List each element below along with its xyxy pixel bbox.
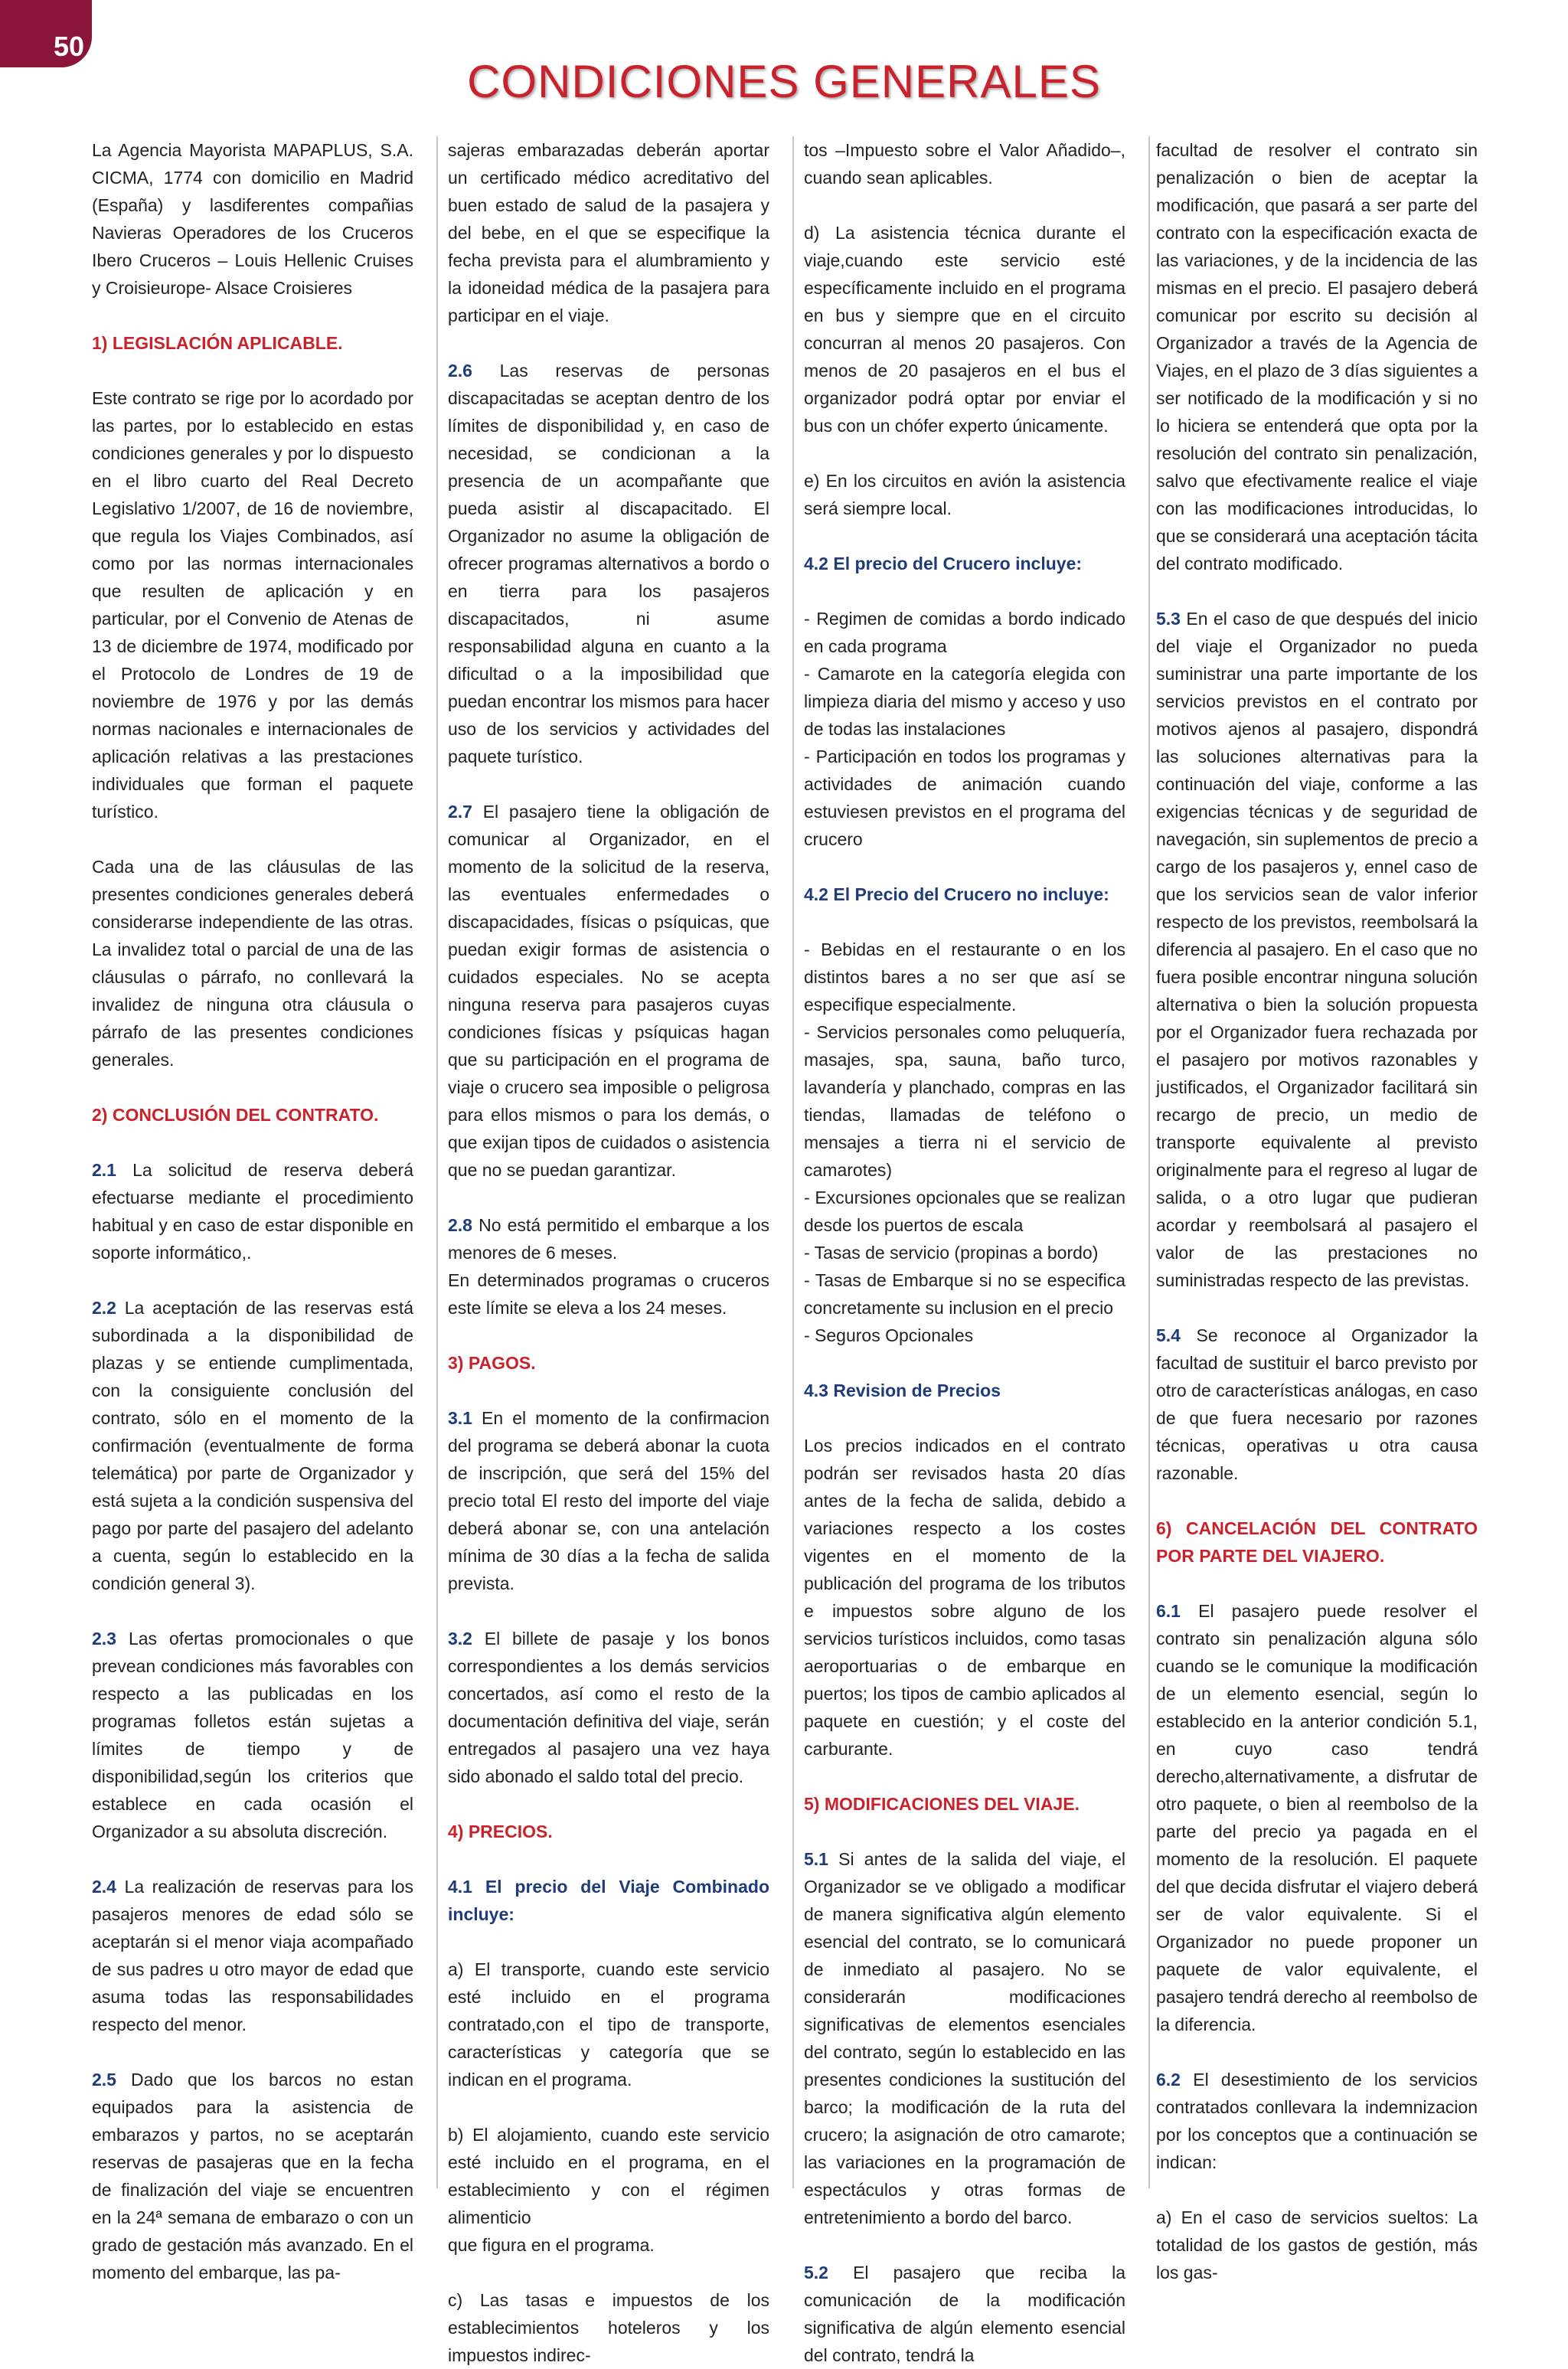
item-4-1-b [448, 2121, 769, 2259]
clause-2-4 [92, 1873, 413, 2038]
clause-text: Dado que los barcos no estan equipados para la asistencia de embarazos y partos, no se aceptarán reservas de pasajeras que en la fecha de finalización del viaje se encuentren en la 24ª semana de embarazo o con un grado de gestación más avanzado. En el momento del embarque, las pa- [92, 2070, 413, 2282]
clause-number: 2.1 [92, 1160, 116, 1180]
clause-number: 5.3 [1156, 609, 1181, 629]
clause-number: 6.2 [1156, 2070, 1181, 2090]
section-4-heading: 4) PRECIOS. [448, 1822, 553, 1841]
column-2 [448, 136, 769, 2365]
clause-text: El pasajero que reciba la comunicación de la modificación significativa de algún elemento esencial del contrato, tendrá la [804, 2263, 1125, 2365]
clause-text: No está permitido el embarque a los menores de 6 meses. [448, 1215, 769, 1263]
list-item: - Tasas de servicio (propinas a bordo) [804, 1243, 1099, 1263]
column-1 [92, 136, 413, 2282]
clause-text: El billete de pasaje y los bonos correspondientes a los demás servicios concertados, así como el resto de la documentación definitiva del viaje, serán entregados al pasajero una vez haya sido abonado el saldo total del precio. [448, 1629, 769, 1786]
clause-2-5 [92, 2066, 413, 2286]
clause-number: 2.2 [92, 1298, 116, 1318]
clause-2-5-continued: sajeras embarazadas deberán aportar un certificado médico acreditativo del buen estado de salud de la pasajera y del bebe, en el que se especifique la fecha prevista para el alumbramiento y la idoneidad médica de la pasajera para participar en el viaje. [448, 140, 769, 325]
item-4-1-d: d) La asistencia técnica durante el viaje,cuando este servicio esté específicamente incluido en el programa en bus y siempre que en el circuito concurran al menos 20 pasajeros. Con menos de 20 pasajeros en el bus el organizador podrá optar por enviar el bus con un chófer experto únicamente. [804, 223, 1125, 436]
clause-3-2 [448, 1625, 769, 1790]
column-4 [1156, 136, 1478, 2282]
clause-5-2-continued: facultad de resolver el contrato sin penalización o bien de aceptar la modificación, que pasará a ser parte del contrato con la especificación exacta de las variaciones, y de la incidencia de las mismas en el precio. El pasajero deberá comunicar por escrito su decisión al Organizador a través de la Agencia de Viajes, en el plazo de 3 días siguientes a ser notificado de la modificación y si no lo hiciera se entenderá que opta por la resolución del contrato sin penalización, salvo que efectivamente realice el viaje con las modificaciones introducidas, lo que se considerará una aceptación tácita del contrato modificado. [1156, 140, 1478, 573]
section-4-3-heading: 4.3 Revision de Precios [804, 1381, 1001, 1400]
clause-text: Las reservas de personas discapacitadas se aceptan dentro de los límites de disponibilidad y, en caso de necesidad, se condicionan a la presencia de un acompañante que pueda asistir al discapacitado. El Organizador no asume la obligación de ofrecer programas alternativos a bordo o en tierra para los pasajeros discapacitados, ni asume responsabilidad alguna en cuanto a la dificultad o a la imposibilidad que puedan encontrar los mismos para hacer uso de los servicios y actividades del paquete turístico. [448, 361, 769, 766]
item-6-2-a: a) En el caso de servicios sueltos: La totalidad de los gastos de gestión, más los gas- [1156, 2207, 1478, 2282]
clause-2-7 [448, 798, 769, 1184]
clause-5-4 [1156, 1322, 1478, 1487]
clause-text-extra: En determinados programas o cruceros este límite se eleva a los 24 meses. [448, 1270, 769, 1318]
list-item: - Participación en todos los programas y actividades de animación cuando estuviesen previstos en el programa del crucero [804, 747, 1125, 849]
clause-number: 2.4 [92, 1877, 116, 1897]
list-item: - Camarote en la categoría elegida con limpieza diaria del mismo y acceso y uso de todas las instalaciones [804, 664, 1125, 739]
clause-text: El desestimiento de los servicios contratados conllevara la indemnizacion por los conceptos que a continuación se indican: [1156, 2070, 1478, 2172]
page-number: 50 [54, 31, 85, 62]
clause-6-1 [1156, 1597, 1478, 2038]
clause-2-2 [92, 1294, 413, 1597]
clause-number: 5.1 [804, 1849, 828, 1869]
section-4-2-heading: 4.2 El precio del Crucero incluye: [804, 554, 1083, 573]
section-1-paragraph: Este contrato se rige por lo acordado por las partes, por lo establecido en estas condiciones generales y por lo dispuesto en el libro cuarto del Real Decreto Legislativo 1/2007, de 16 de noviembre, que regula los Viajes Combinados, así como por las normas internacionales que resulten de aplicación y en particular, por el Convenio de Atenas de 13 de diciembre de 1974, modificado por el Protocolo de Londres de 19 de noviembre de 1976 y por las demás normas nacionales e internacionales de aplicación relativas a las prestaciones individuales que forman el paquete turístico. [92, 388, 413, 822]
item-4-1-e: e) En los circuitos en avión la asistencia será siempre local. [804, 471, 1125, 518]
clause-text: Si antes de la salida del viaje, el Organizador se ve obligado a modificar de manera significativa algún elemento esencial del contrato, se lo comunicará de inmediato al pasajero. No se considerarán modificaciones significativas de elementos esenciales del contrato, según lo establecido en las presentes condiciones la sustitución del barco; la modificación de la ruta del crucero; la asignación de otro camarote; las variaciones en la programación de espectáculos y otras formas de entretenimiento a bordo del barco. [804, 1849, 1125, 2227]
section-5-heading: 5) MODIFICACIONES DEL VIAJE. [804, 1794, 1080, 1814]
item-4-1-c-continued: tos –Impuesto sobre el Valor Añadido–, cuando sean aplicables. [804, 140, 1125, 188]
item-text-extra: que figura en el programa. [448, 2235, 655, 2255]
list-item: - Tasas de Embarque si no se especifica concretamente su inclusion en el precio [804, 1270, 1125, 1318]
section-1-paragraph-2: Cada una de las cláusulas de las presentes condiciones generales deberá considerarse independiente de las otras. La invalidez total o parcial de una de las cláusulas o párrafo, no conllevará la invalidez de ninguna otra cláusula o párrafo de las presentes condiciones generales. [92, 857, 413, 1070]
clause-2-6 [448, 357, 769, 770]
clause-2-3 [92, 1625, 413, 1845]
clause-number: 5.4 [1156, 1325, 1181, 1345]
clause-number: 3.1 [448, 1408, 472, 1428]
clause-text: En el caso de que después del inicio del viaje el Organizador no pueda suministrar una parte importante de los servicios previstos en el contrato por motivos ajenos al pasajero, dispondrá las soluciones alternativas para la continuación del viaje, conforme a las exigencias técnicas y de seguridad de navegación, sin suplementos de precio a cargo de los pasajeros y, ennel caso de que los servicios sean de valor inferior respecto de los previstos, reembolsará la diferencia al pasajero. En el caso que no fuera posible encontrar ninguna solución alternativa o bien la solución propuesta por el Organizador fuera rechazada por el pasajero por motivos razonables y justificados, el Organizador facilitará sin recargo de precio, un medio de transporte equivalente al previsto originalmente para el regreso al lugar de salida, o a otro lugar que pudieran acordar y reembolsará al pasajero el valor de las prestaciones no suministradas respecto de las previstas. [1156, 609, 1478, 1290]
section-3-heading: 3) PAGOS. [448, 1353, 536, 1373]
column-3 [804, 136, 1125, 2365]
clause-text: Se reconoce al Organizador la facultad de sustituir el barco previsto por otro de características análogas, en caso de que fuera necesario por razones técnicas, operativas u otra causa razonable. [1156, 1325, 1478, 1483]
clause-number: 2.7 [448, 802, 472, 822]
intro-paragraph: La Agencia Mayorista MAPAPLUS, S.A. CICMA, 1774 con domicilio en Madrid (España) y lasdiferentes compañias Navieras Operadores de los Cruceros Ibero Cruceros – Louis Hellenic Cruises y Croisieurope- Alsace Croisieres [92, 140, 413, 298]
clause-number: 5.2 [804, 2263, 828, 2282]
list-item: - Servicios personales como peluquería, masajes, spa, sauna, baño turco, lavandería y planchado, compras en las tiendas, llamadas de teléfono o mensajes a tierra ni el servicio de camarotes) [804, 1022, 1125, 1180]
list-item: - Regimen de comidas a bordo indicado en cada programa [804, 609, 1125, 656]
clause-number: 2.6 [448, 361, 472, 381]
section-4-2-excludes-heading: 4.2 El Precio del Crucero no incluye: [804, 884, 1109, 904]
item-text: b) El alojamiento, cuando este servicio esté incluido en el programa, en el establecimiento y con el régimen alimenticio [448, 2125, 769, 2227]
clause-text: La realización de reservas para los pasajeros menores de edad sólo se aceptarán si el menor viaja acompañado de sus padres u otro mayor de edad que asuma todas las responsabilidades respecto del menor. [92, 1877, 413, 2034]
section-2-heading: 2) CONCLUSIÓN DEL CONTRATO. [92, 1105, 379, 1125]
clause-number: 2.3 [92, 1629, 116, 1648]
clause-number: 2.5 [92, 2070, 116, 2090]
section-1-heading: 1) LEGISLACIÓN APLICABLE. [92, 333, 343, 353]
list-item: - Seguros Opcionales [804, 1325, 974, 1345]
item-4-1-c: c) Las tasas e impuestos de los establecimientos hoteleros y los impuestos indirec- [448, 2290, 769, 2365]
clause-number: 2.8 [448, 1215, 472, 1235]
list-4-2-includes [804, 605, 1125, 853]
list-item: - Excursiones opcionales que se realizan desde los puertos de escala [804, 1188, 1125, 1235]
section-6-heading: 6) CANCELACIÓN DEL CONTRATO POR PARTE DEL VIAJERO. [1156, 1518, 1478, 1566]
page-title: CONDICIONES GENERALES [467, 56, 1101, 107]
clause-text: El pasajero tiene la obligación de comunicar al Organizador, en el momento de la solicitud de la reserva, las eventuales enfermedades o discapacidades, físicas o psíquicas, que puedan exigir formas de asistencia o cuidados especiales. No se acepta ninguna reserva para pasajeros cuyas condiciones físicas y psíquicas hagan que su participación en el programa de viaje o crucero sea imposible o peligrosa para ellos mismos o para los demás, o que exijan tipos de cuidados o asistencia que no se puedan garantizar. [448, 802, 769, 1180]
clause-text: El pasajero puede resolver el contrato sin penalización alguna sólo cuando se le comunique la modificación de un elemento esencial, según lo establecido en la anterior condición 5.1, en cuyo caso tendrá derecho,alternativamente, a disfrutar de otro paquete, o bien al reembolso de la parte del precio ya pagada en el momento de la resolución. El paquete del que decida disfrutar el viajero deberá ser de valor equivalente. Si el Organizador no puede proponer un paquete de valor equivalente, el pasajero tendrá derecho al reembolso de la diferencia. [1156, 1601, 1478, 2034]
item-4-1-a: a) El transporte, cuando este servicio esté incluido en el programa contratado,con el tipo de transporte, características y categoría que se indican en el programa. [448, 1959, 769, 2090]
clause-3-1 [448, 1404, 769, 1597]
section-4-3-paragraph: Los precios indicados en el contrato podrán ser revisados hasta 20 días antes de la fecha de salida, debido a variaciones respecto a los costes vigentes en el momento de la publicación del programa de los tributos e impuestos sobre alguno de los servicios turísticos incluidos, como tasas aeroportuarias o de embarque en puertos; los tipos de cambio aplicados al paquete en cuestión; y el coste del carburante. [804, 1436, 1125, 1759]
clause-6-2 [1156, 2066, 1478, 2176]
clause-number: 6.1 [1156, 1601, 1181, 1621]
clause-text: La aceptación de las reservas está subordinada a la disponibilidad de plazas y se entiende cumplimentada, con la consiguiente conclusión del contrato, sólo en el momento de la confirmación (eventualmente de forma telemática) por parte de Organizador y está sujeta a la condición suspensiva del pago por parte del pasajero del adelanto a cuenta, según lo establecido en la condición general 3). [92, 1298, 413, 1593]
clause-2-1 [92, 1156, 413, 1266]
clause-text: La solicitud de reserva deberá efectuarse mediante el procedimiento habitual y en caso de estar disponible en soporte informático,. [92, 1160, 413, 1263]
clause-number: 3.2 [448, 1629, 472, 1648]
clause-5-1 [804, 1845, 1125, 2231]
list-4-2-excludes [804, 936, 1125, 1349]
section-4-1-heading: 4.1 El precio del Viaje Combinado incluye: [448, 1877, 769, 1924]
clause-5-2 [804, 2259, 1125, 2369]
clause-2-8 [448, 1211, 769, 1322]
list-item: - Bebidas en el restaurante o en los distintos bares a no ser que así se especifique especialmente. [804, 939, 1125, 1015]
clause-5-3 [1156, 605, 1478, 1294]
clause-text: Las ofertas promocionales o que prevean condiciones más favorables con respecto a las publicadas en los programas folletos están sujetas a límites de tiempo y de disponibilidad,según los criterios que establece en cada ocasión el Organizador a su absoluta discreción. [92, 1629, 413, 1841]
clause-text: En el momento de la confirmacion del programa se deberá abonar la cuota de inscripción, que será del 15% del precio total El resto del importe del viaje deberá abonar se, con una antelación mínima de 30 días a la fecha de salida prevista. [448, 1408, 769, 1593]
content-columns [92, 136, 1478, 2365]
